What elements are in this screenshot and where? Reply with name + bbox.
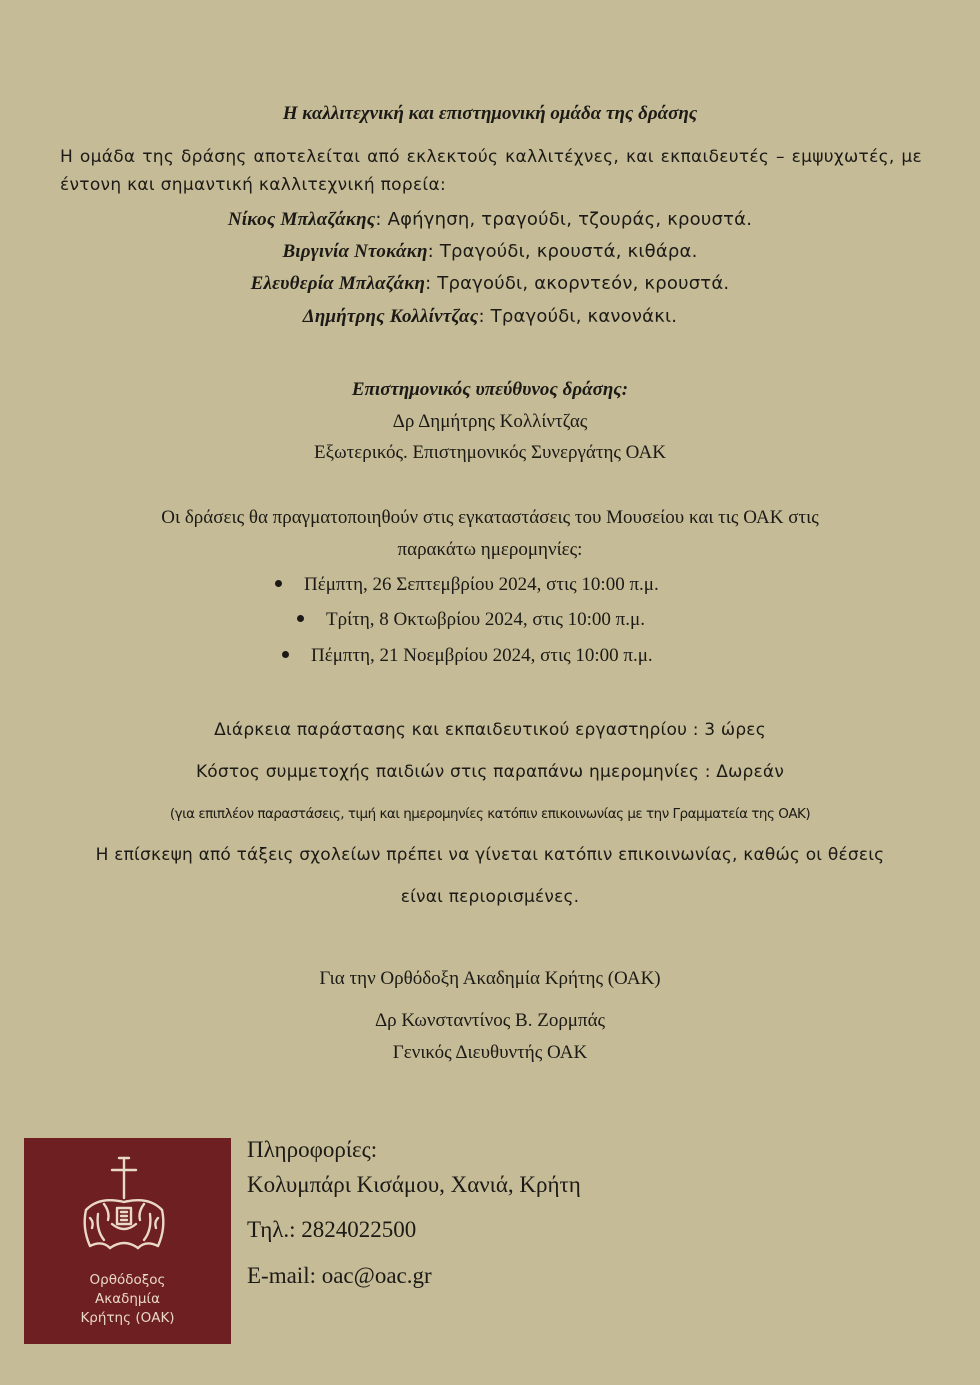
date-item-2 [297, 608, 645, 632]
info-label: Πληροφορίες: [247, 1137, 378, 1162]
logo-line2: Ακαδημία [95, 1291, 160, 1307]
bullet-icon [282, 651, 289, 658]
cross-emblem-icon [24, 1138, 231, 1278]
team-member-role: : Αφήγηση, τραγούδι, τζουράς, κρουστά. [375, 209, 753, 230]
signature-title: Γενικός Διευθυντής ΟΑΚ [392, 1042, 588, 1063]
cost-line: Κόστος συμμετοχής παιδιών στις παραπάνω ημερομηνίες : Δωρεάν [195, 762, 785, 782]
team-member-role: : Τραγούδι, κανονάκι. [478, 306, 678, 327]
intro-paragraph: Η ομάδα της δράσης αποτελείται από εκλεκτούς καλλιτέχνες, και εκπαιδευτές – εμψυχωτές, με έντονη και σημαντική καλλιτεχνική πορεία: [60, 147, 922, 195]
duration-line: Διάρκεια παράστασης και εκπαιδευτικού εργαστηρίου : 3 ώρες [214, 720, 766, 740]
info-phone: Τηλ.: 2824022500 [247, 1217, 417, 1242]
scientific-title: Εξωτερικός. Επιστημονικός Συνεργάτης ΟΑΚ [314, 442, 666, 463]
team-member-role: : Τραγούδι, κρουστά, κιθάρα. [427, 241, 698, 262]
team-member-name: Δημήτρης Κολλίντζας [302, 306, 479, 327]
team-member-1 [0, 208, 980, 232]
logo-line1: Ορθόδοξος [89, 1272, 166, 1288]
scientific-label: Επιστημονικός υπεύθυνος δράσης: [351, 379, 629, 400]
note-line: (για επιπλέον παραστάσεις, τιμή και ημερομηνίες κατόπιν επικοινωνίας με την Γραμματεία της ΟΑΚ) [169, 806, 811, 822]
team-member-3 [0, 272, 980, 296]
date-text: Πέμπτη, 21 Νοεμβρίου 2024, στις 10:00 π.μ. [311, 645, 653, 666]
logo-line3: Κρήτης (ΟΑΚ) [80, 1310, 175, 1326]
visit-line2: είναι περιορισμένες. [400, 887, 580, 907]
bullet-icon [297, 615, 304, 622]
team-member-2 [0, 240, 980, 264]
dates-intro-line2: παρακάτω ημερομηνίες: [397, 539, 583, 560]
info-address: Κολυμπάρι Κισάμου, Χανιά, Κρήτη [247, 1172, 581, 1197]
visit-line1: Η επίσκεψη από τάξεις σχολείων πρέπει να γίνεται κατόπιν επικοινωνίας, καθώς οι θέσεις [95, 845, 885, 865]
signature-name: Δρ Κωνσταντίνος Β. Ζορμπάς [374, 1010, 606, 1031]
dates-intro-line1: Οι δράσεις θα πραγματοποιηθούν στις εγκαταστάσεις του Μουσείου και τις ΟΑΚ στις [161, 507, 819, 528]
oac-logo [24, 1138, 231, 1344]
date-text: Πέμπτη, 26 Σεπτεμβρίου 2024, στις 10:00 π.μ. [304, 574, 659, 595]
scientific-name: Δρ Δημήτρης Κολλίντζας [392, 411, 588, 432]
date-item-3 [282, 644, 653, 668]
section-heading: Η καλλιτεχνική και επιστημονική ομάδα της δράσης [282, 103, 698, 124]
team-member-4 [0, 305, 980, 329]
bullet-icon [275, 580, 282, 587]
team-member-role: : Τραγούδι, ακορντεόν, κρουστά. [425, 273, 730, 294]
info-email: E-mail: oac@oac.gr [247, 1263, 432, 1288]
date-text: Τρίτη, 8 Οκτωβρίου 2024, στις 10:00 π.μ. [326, 609, 645, 630]
signature-for: Για την Ορθόδοξη Ακαδημία Κρήτης (ΟΑΚ) [319, 968, 661, 989]
team-member-name: Νίκος Μπλαζάκης [227, 209, 376, 230]
date-item-1 [275, 573, 659, 597]
team-member-name: Βιργινία Ντοκάκη [282, 241, 428, 262]
team-member-name: Ελευθερία Μπλαζάκη [250, 273, 426, 294]
